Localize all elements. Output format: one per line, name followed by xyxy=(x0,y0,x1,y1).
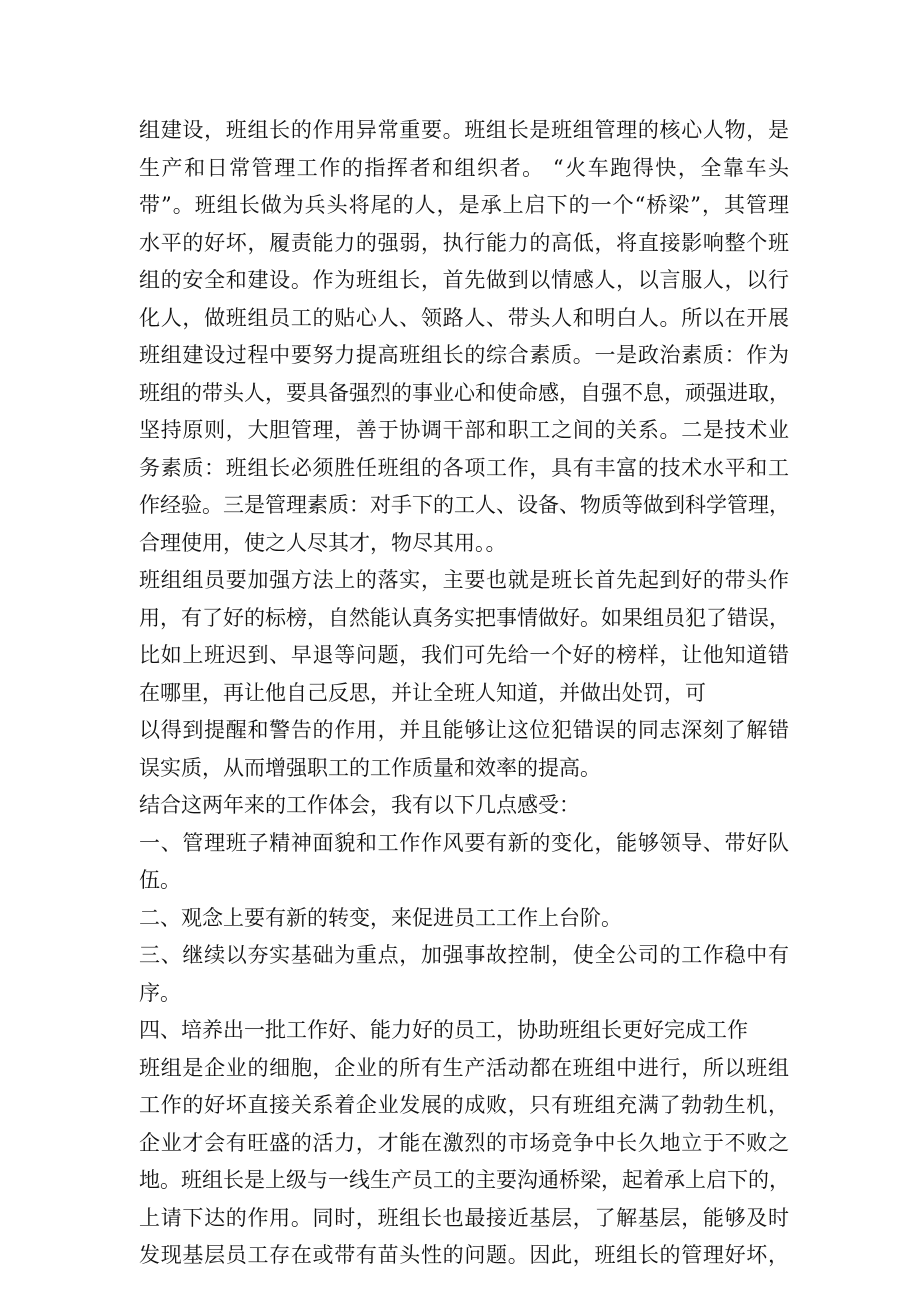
text-line: 班组的带头人，要具备强烈的事业心和使命感，自强不息，顽强进取， xyxy=(139,380,790,405)
text-line: 地。班组长是上级与一线生产员工的主要沟通桥梁，起着承上启下的， xyxy=(139,1168,790,1192)
text-line: 用，有了好的标榜，自然能认真务实把事情做好。如果组员犯了错误， xyxy=(139,605,790,630)
text-line: 坚持原则，大胆管理，善于协调干部和职工之间的关系。二是技术业 xyxy=(139,418,789,442)
text-line: 班组建设过程中要努力提高班组长的综合素质。一是政治素质：作为 xyxy=(139,343,789,367)
text-line: 三、继续以夯实基础为重点，加强事故控制，使全公司的工作稳中有 xyxy=(139,943,789,967)
text-line: 水平的好坏，履责能力的强弱，执行能力的高低，将直接影响整个班 xyxy=(139,230,789,255)
text-line: 以得到提醒和警告的作用，并且能够让这位犯错误的同志深刻了解错 xyxy=(139,718,789,742)
text-line: 组建设，班组长的作用异常重要。班组长是班组管理的核心人物，是 xyxy=(139,118,789,142)
text-line: 结合这两年来的工作体会，我有以下几点感受： xyxy=(139,793,580,817)
text-line: 合理使用，使之人尽其才，物尽其用。。 xyxy=(139,530,507,555)
text-line: 序。 xyxy=(139,980,181,1005)
text-line: 企业才会有旺盛的活力，才能在激烈的市场竞争中长久地立于不败之 xyxy=(139,1130,789,1155)
text-line: 比如上班迟到、早退等问题，我们可先给一个好的榜样，让他知道错 xyxy=(139,643,789,667)
text-line: 发现基层员工存在或带有苗头性的问题。因此，班组长的管理好坏， xyxy=(139,1243,789,1267)
body-text xyxy=(139,112,789,1275)
text-line: 带”。班组长做为兵头将尾的人，是承上启下的一个“桥梁”，其管理 xyxy=(139,193,789,217)
text-line: 二、观念上要有新的转变，来促进员工工作上台阶。 xyxy=(139,905,622,930)
text-line: 误实质，从而增强职工的工作质量和效率的提高。 xyxy=(139,755,601,780)
text-line: 组的安全和建设。作为班组长，首先做到以情感人，以言服人，以行 xyxy=(139,268,789,292)
text-line: 在哪里，再让他自己反思，并让全班人知道，并做出处罚，可 xyxy=(139,680,706,705)
text-line: 四、培养出一批工作好、能力好的员工，协助班组长更好完成工作 xyxy=(139,1018,748,1042)
text-line: 班组组员要加强方法上的落实，主要也就是班长首先起到好的带头作 xyxy=(139,568,789,592)
text-line: 上请下达的作用。同时，班组长也最接近基层，了解基层，能够及时 xyxy=(139,1205,789,1230)
text-line: 工作的好坏直接关系着企业发展的成败，只有班组充满了勃勃生机， xyxy=(139,1093,789,1117)
text-line: 伍。 xyxy=(139,868,181,892)
text-line: 班组是企业的细胞，企业的所有生产活动都在班组中进行，所以班组 xyxy=(139,1055,789,1080)
text-line: 务素质：班组长必须胜任班组的各项工作，具有丰富的技术水平和工 xyxy=(139,455,789,480)
text-line: 生产和日常管理工作的指挥者和组织者。 “火车跑得快，全靠车头 xyxy=(139,155,789,180)
text-line: 一、管理班子精神面貌和工作作风要有新的变化，能够领导、带好队 xyxy=(139,830,789,855)
text-line: 化人，做班组员工的贴心人、领路人、带头人和明白人。所以在开展 xyxy=(139,305,789,330)
text-line: 作经验。三是管理素质：对手下的工人、设备、物质等做到科学管理， xyxy=(139,493,790,517)
